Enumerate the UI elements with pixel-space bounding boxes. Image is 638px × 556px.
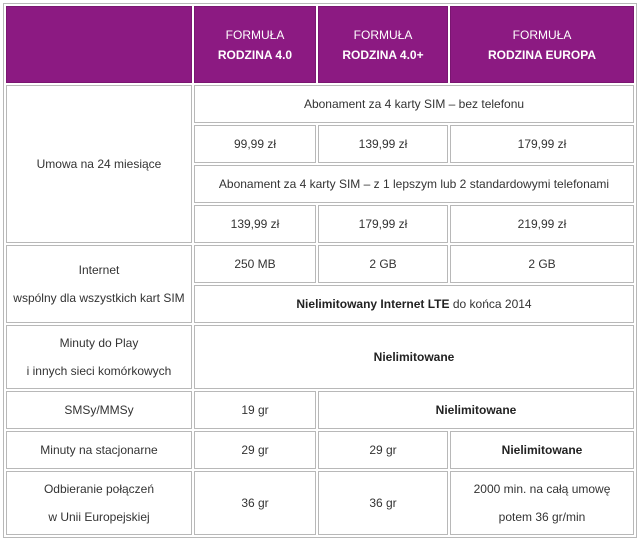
header-line2: RODZINA EUROPA (488, 47, 596, 62)
sms-rest (318, 391, 634, 429)
contract-label: Umowa na 24 miesiące (6, 85, 192, 243)
header-line1: FORMUŁA (225, 27, 285, 42)
price-cell: 179,99 zł (450, 125, 634, 163)
lte-cell (194, 285, 634, 323)
roaming-label-line1: Odbieranie połączeń (43, 482, 155, 496)
sms-label: SMSy/MMSy (6, 391, 192, 429)
internet-label (6, 245, 192, 323)
roaming-col1: 36 gr (194, 471, 316, 535)
landline-col3 (450, 431, 634, 469)
landline-col3-text: Nielimitowane (501, 443, 583, 457)
lte-bold-text: Nielimitowany Internet LTE (296, 297, 450, 311)
data-cell: 250 MB (194, 245, 316, 283)
internet-label-line1: Internet (78, 263, 120, 277)
header-line1: FORMUŁA (353, 27, 413, 42)
price-cell: 219,99 zł (450, 205, 634, 243)
landline-row (6, 431, 634, 469)
header-row (6, 6, 634, 83)
header-line2: RODZINA 4.0 (217, 47, 293, 62)
minutes-play-label-line2: i innych sieci komórkowych (26, 364, 172, 378)
roaming-row (6, 471, 634, 535)
header-rodzina-4-0 (194, 6, 316, 83)
minutes-play-value-text: Nielimitowane (373, 350, 455, 364)
sms-col1: 19 gr (194, 391, 316, 429)
minutes-play-label-line1: Minuty do Play (59, 336, 139, 350)
header-line2: RODZINA 4.0+ (342, 47, 424, 62)
data-cell: 2 GB (318, 245, 448, 283)
header-rodzina-europa (450, 6, 634, 83)
header-rodzina-4-0-plus (318, 6, 448, 83)
data-cell: 2 GB (450, 245, 634, 283)
internet-label-line2: wspólny dla wszystkich kart SIM (13, 291, 185, 305)
contract-row-title-no-phone (6, 85, 634, 123)
minutes-play-label (6, 325, 192, 389)
roaming-label (6, 471, 192, 535)
sms-row (6, 391, 634, 429)
roaming-col3-line2: potem 36 gr/min (498, 510, 586, 524)
sms-rest-text: Nielimitowane (435, 403, 517, 417)
lte-rest-text: do końca 2014 (449, 297, 532, 311)
with-phone-title: Abonament za 4 karty SIM – z 1 lepszym lub 2 standardowymi telefonami (194, 165, 634, 203)
header-empty-cell (6, 6, 192, 83)
price-cell: 99,99 zł (194, 125, 316, 163)
roaming-label-line2: w Unii Europejskiej (48, 510, 150, 524)
price-cell: 179,99 zł (318, 205, 448, 243)
landline-col1: 29 gr (194, 431, 316, 469)
tariff-table (3, 3, 637, 538)
landline-col2: 29 gr (318, 431, 448, 469)
roaming-col3 (450, 471, 634, 535)
roaming-col3-line1: 2000 min. na całą umowę (473, 482, 611, 496)
minutes-play-value (194, 325, 634, 389)
price-cell: 139,99 zł (318, 125, 448, 163)
header-line1: FORMUŁA (512, 27, 572, 42)
roaming-col2: 36 gr (318, 471, 448, 535)
no-phone-title: Abonament za 4 karty SIM – bez telefonu (194, 85, 634, 123)
landline-label: Minuty na stacjonarne (6, 431, 192, 469)
internet-row-data (6, 245, 634, 283)
minutes-play-row (6, 325, 634, 389)
price-cell: 139,99 zł (194, 205, 316, 243)
